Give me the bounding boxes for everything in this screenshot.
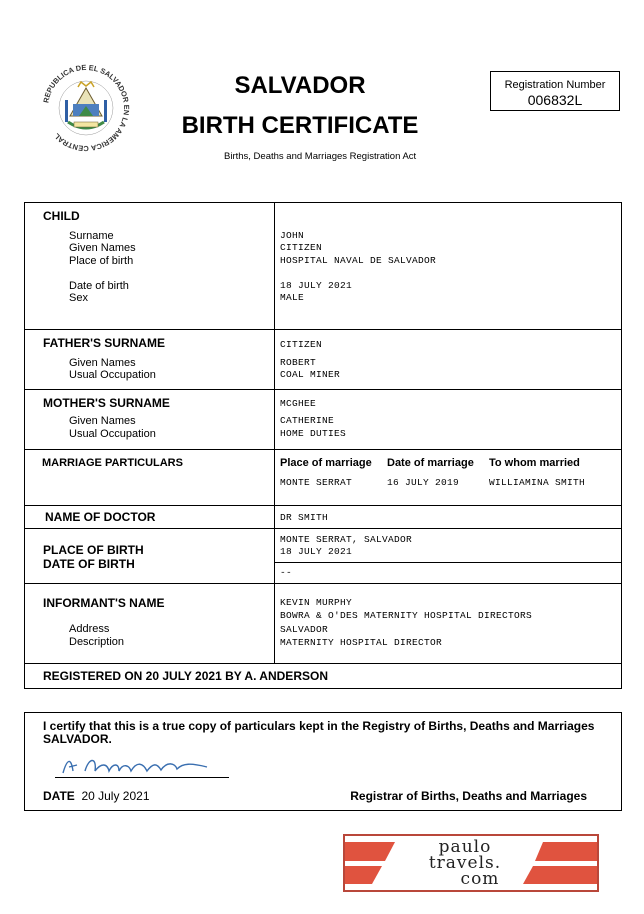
father-occupation: COAL MINER bbox=[280, 369, 341, 380]
registered-row bbox=[25, 664, 622, 689]
date-label: DATE bbox=[43, 789, 75, 803]
child-surname-label: Surname bbox=[69, 230, 114, 242]
marriage-place-column: Place of marriage bbox=[280, 457, 372, 469]
marriage-date: 16 JULY 2019 bbox=[387, 477, 460, 488]
registration-act: Births, Deaths and Marriages Registration Act bbox=[224, 151, 417, 162]
doctor-heading: NAME OF DOCTOR bbox=[45, 510, 156, 524]
child-place-label: Place of birth bbox=[69, 255, 134, 267]
document-title: SALVADOR bbox=[234, 72, 366, 99]
marriage-heading: MARRIAGE PARTICULARS bbox=[42, 457, 183, 469]
informant-row bbox=[25, 584, 622, 664]
mother-occupation-label: Usual Occupation bbox=[69, 428, 156, 440]
certificate-table bbox=[24, 202, 622, 689]
logo-line1: paulo bbox=[438, 837, 492, 857]
informant-description: MATERNITY HOSPITAL DIRECTOR bbox=[280, 637, 443, 648]
informant-address-line1: BOWRA & O'DES MATERNITY HOSPITAL DIRECTORS bbox=[280, 610, 533, 621]
place-of-birth-heading: PLACE OF BIRTH bbox=[43, 543, 144, 557]
marriage-spouse: WILLIAMINA SMITH bbox=[489, 477, 586, 488]
date-of-birth-heading: DATE OF BIRTH bbox=[43, 557, 135, 571]
informant-address-label: Address bbox=[69, 623, 110, 635]
informant-name: KEVIN MURPHY bbox=[280, 597, 353, 608]
certification-box bbox=[24, 712, 622, 811]
doctor-name: DR SMITH bbox=[280, 512, 329, 523]
birth-row bbox=[25, 529, 622, 563]
registration-number-box bbox=[490, 71, 620, 111]
informant-description-label: Description bbox=[69, 636, 125, 648]
child-surname: JOHN bbox=[280, 230, 305, 241]
child-sex-label: Sex bbox=[69, 292, 88, 304]
certification-date bbox=[43, 789, 150, 803]
marriage-row bbox=[25, 450, 622, 506]
logo-text bbox=[390, 839, 540, 887]
registration-number-label: Registration Number bbox=[504, 79, 606, 91]
doctor-row bbox=[25, 506, 622, 529]
birth-place: MONTE SERRAT, SALVADOR bbox=[280, 534, 413, 545]
marriage-whom-column: To whom married bbox=[489, 457, 580, 469]
mother-occupation: HOME DUTIES bbox=[280, 428, 347, 439]
child-dob-label: Date of birth bbox=[69, 280, 129, 292]
date-value: 20 July 2021 bbox=[81, 789, 150, 803]
mother-row bbox=[25, 390, 622, 450]
informant-heading: INFORMANT'S NAME bbox=[43, 596, 165, 610]
registrar-title: Registrar of Births, Deaths and Marriages bbox=[350, 789, 587, 803]
child-place-of-birth: HOSPITAL NAVAL DE SALVADOR bbox=[280, 255, 437, 266]
child-row bbox=[25, 203, 622, 330]
father-given-label: Given Names bbox=[69, 357, 136, 369]
child-given-label: Given Names bbox=[69, 242, 136, 254]
father-row bbox=[25, 330, 622, 390]
birth-date: 18 JULY 2021 bbox=[280, 546, 353, 557]
document-subtitle: BIRTH CERTIFICATE bbox=[181, 112, 419, 139]
father-given-names: ROBERT bbox=[280, 357, 317, 368]
informant-address-line2: SALVADOR bbox=[280, 624, 329, 635]
father-heading: FATHER'S SURNAME bbox=[43, 336, 165, 350]
logo-line3: com bbox=[460, 869, 500, 889]
birth-extra: -- bbox=[280, 567, 293, 578]
marriage-date-column: Date of marriage bbox=[387, 457, 474, 469]
logo-line2: travels. bbox=[428, 853, 502, 873]
mother-heading: MOTHER'S SURNAME bbox=[43, 396, 170, 410]
seal-text: REPUBLICA DE EL SALVADOR EN LA AMERICA CENTRAL bbox=[41, 62, 132, 154]
father-occupation-label: Usual Occupation bbox=[69, 369, 156, 381]
child-date-of-birth: 18 JULY 2021 bbox=[280, 280, 353, 291]
marriage-place: MONTE SERRAT bbox=[280, 477, 353, 488]
father-surname: CITIZEN bbox=[280, 339, 323, 350]
registrar-signature bbox=[57, 753, 217, 779]
mother-surname: MCGHEE bbox=[280, 398, 317, 409]
registered-statement: REGISTERED ON 20 JULY 2021 BY A. ANDERSON bbox=[43, 669, 328, 683]
paulo-travels-logo bbox=[343, 834, 599, 892]
child-sex: MALE bbox=[280, 292, 305, 303]
certification-text: I certify that this is a true copy of particulars kept in the Registry of Births, Deaths and Marriages SALVADOR. bbox=[43, 719, 595, 746]
registration-number: 006832L bbox=[527, 92, 583, 108]
signature-line bbox=[55, 777, 229, 778]
mother-given-label: Given Names bbox=[69, 415, 136, 427]
child-heading: CHILD bbox=[43, 209, 80, 223]
mother-given-names: CATHERINE bbox=[280, 415, 335, 426]
child-given-names: CITIZEN bbox=[280, 242, 323, 253]
